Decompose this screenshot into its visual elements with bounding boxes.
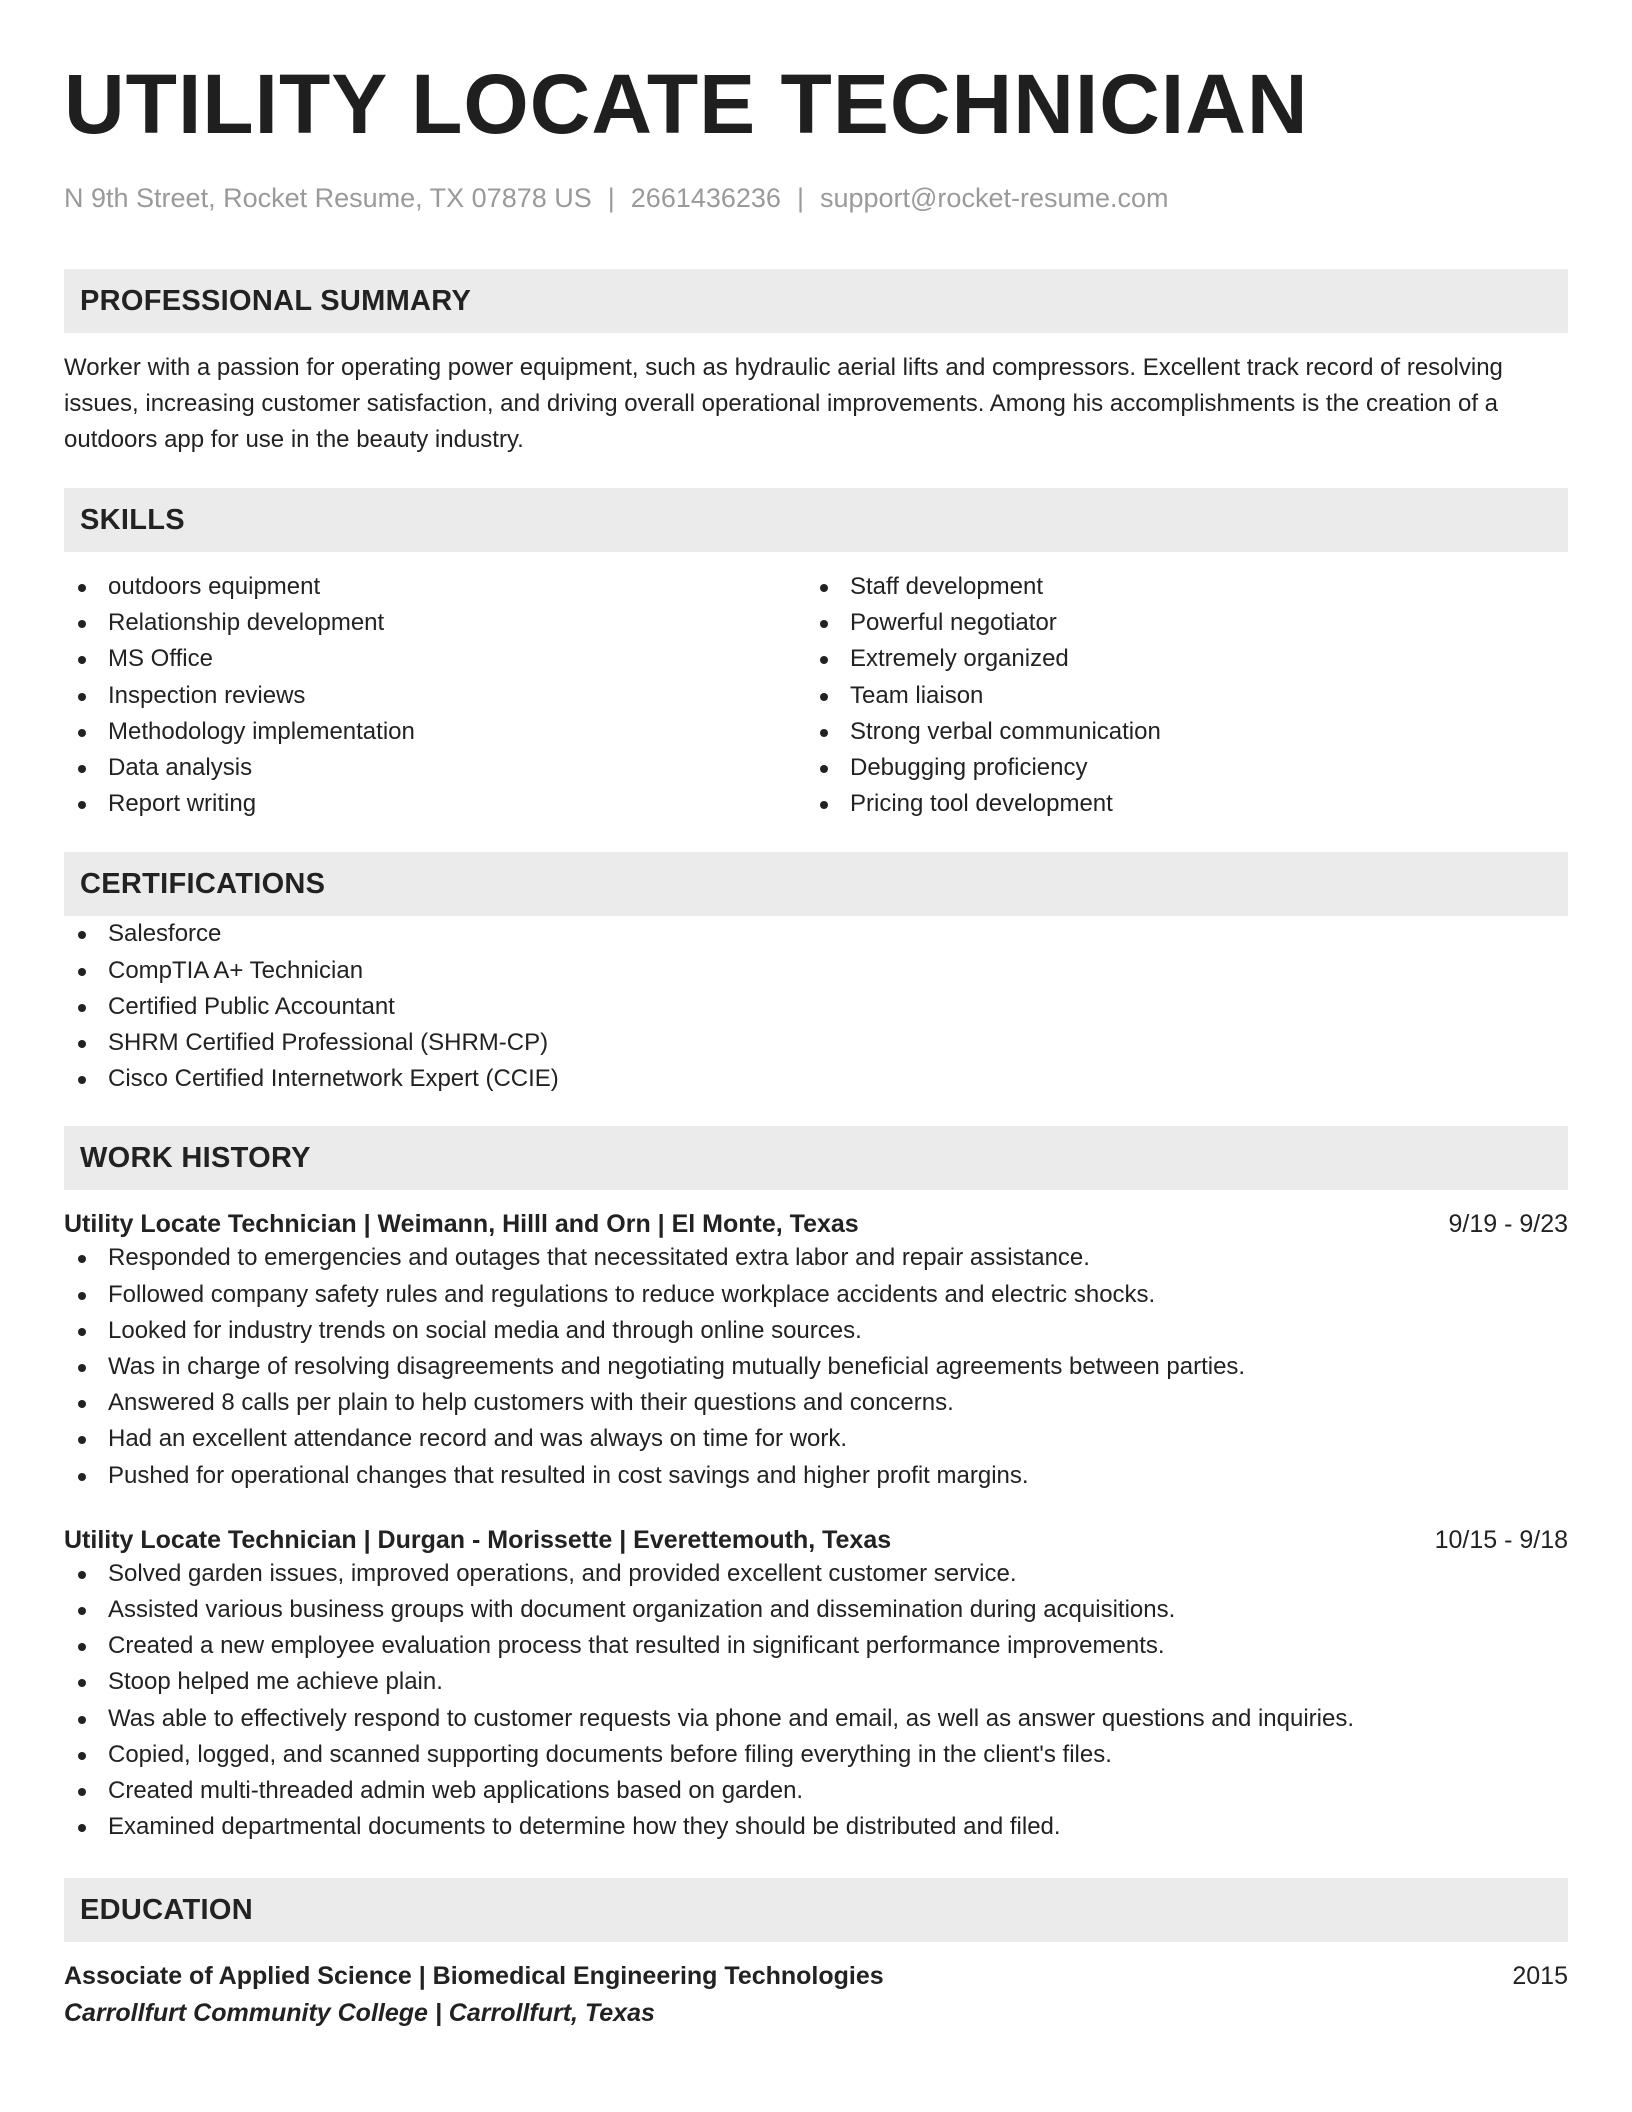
certification-item: Salesforce [64, 916, 1568, 952]
skills-heading: SKILLS [64, 488, 1568, 552]
job-dates: 9/19 - 9/23 [1448, 1210, 1568, 1239]
bullet-icon [78, 1571, 86, 1579]
job-dates: 10/15 - 9/18 [1434, 1525, 1568, 1554]
bullet-icon [78, 1824, 86, 1832]
bullet-icon [78, 968, 86, 976]
bullet-icon [78, 620, 86, 628]
bullet-icon [78, 1607, 86, 1615]
certification-item: Cisco Certified Internetwork Expert (CCIE) [64, 1061, 1568, 1097]
skill-item: Relationship development [64, 605, 806, 641]
work-history-heading: WORK HISTORY [64, 1126, 1568, 1190]
job-bullet: Answered 8 calls per plain to help customers with their questions and concerns. [64, 1385, 1568, 1421]
skill-item: outdoors equipment [64, 569, 806, 605]
summary-heading: PROFESSIONAL SUMMARY [64, 269, 1568, 333]
education-header [64, 1960, 1568, 1992]
certifications-heading: CERTIFICATIONS [64, 852, 1568, 916]
job-bullet: Had an excellent attendance record and was always on time for work. [64, 1421, 1568, 1457]
job-bullet: Created a new employee evaluation process that resulted in significant performance improvements. [64, 1628, 1568, 1664]
bullet-icon [78, 1040, 86, 1048]
job-header [64, 1208, 1568, 1240]
bullet-icon [820, 620, 828, 628]
skill-item: Extremely organized [806, 641, 1548, 677]
bullet-icon [78, 1716, 86, 1724]
skill-item: Methodology implementation [64, 714, 806, 750]
certification-item: Certified Public Accountant [64, 989, 1568, 1025]
job-bullet: Followed company safety rules and regulations to reduce workplace accidents and electric shocks. [64, 1277, 1568, 1313]
job-bullet: Looked for industry trends on social media and through online sources. [64, 1313, 1568, 1349]
skills-left-column [64, 569, 806, 822]
job-bullet: Pushed for operational changes that resulted in cost savings and higher profit margins. [64, 1458, 1568, 1494]
bullet-icon [820, 729, 828, 737]
contact-separator: | [607, 183, 615, 213]
certification-item: CompTIA A+ Technician [64, 953, 1568, 989]
contact-email: support@rocket-resume.com [819, 183, 1169, 213]
bullet-icon [78, 1328, 86, 1336]
bullet-icon [820, 801, 828, 809]
contact-line [64, 182, 1568, 214]
contact-phone: 2661436236 [630, 183, 781, 213]
skill-item: Data analysis [64, 750, 806, 786]
bullet-icon [78, 1752, 86, 1760]
bullet-icon [78, 1788, 86, 1796]
skill-item: Strong verbal communication [806, 714, 1548, 750]
education-heading: EDUCATION [64, 1878, 1568, 1942]
bullet-icon [78, 729, 86, 737]
job-bullet: Solved garden issues, improved operations, and provided excellent customer service. [64, 1556, 1568, 1592]
skill-item: Pricing tool development [806, 786, 1548, 822]
bullet-icon [78, 693, 86, 701]
summary-text: Worker with a passion for operating power equipment, such as hydraulic aerial lifts and compressors. Excellent track record of resolving issues, increasing customer satisfaction, and driving overall operational improvements. Among his accomplishments is the creation of a outdoors app for use in the beauty industry. [64, 354, 1503, 453]
bullet-icon [820, 584, 828, 592]
job-bullet: Copied, logged, and scanned supporting documents before filing everything in the client's files. [64, 1737, 1568, 1773]
bullet-icon [78, 584, 86, 592]
candidate-name: UTILITY LOCATE TECHNICIAN [64, 57, 1309, 151]
certification-item: SHRM Certified Professional (SHRM-CP) [64, 1025, 1568, 1061]
contact-address: N 9th Street, Rocket Resume, TX 07878 US [64, 183, 592, 213]
bullet-icon [78, 1643, 86, 1651]
bullet-icon [78, 801, 86, 809]
skill-item: MS Office [64, 641, 806, 677]
bullet-icon [78, 765, 86, 773]
bullet-icon [78, 1679, 86, 1687]
job-title: Utility Locate Technician | Weimann, Hilll and Orn | El Monte, Texas [64, 1210, 859, 1239]
skill-item: Team liaison [806, 678, 1548, 714]
skill-item: Report writing [64, 786, 806, 822]
bullet-icon [78, 1400, 86, 1408]
certifications-list [64, 916, 1568, 1097]
bullet-icon [820, 656, 828, 664]
contact-separator: | [796, 183, 804, 213]
school-name: Carrollfurt Community College | Carrollfurt, Texas [64, 1999, 655, 2028]
bullet-icon [78, 1473, 86, 1481]
bullet-icon [78, 1364, 86, 1372]
bullet-icon [78, 1292, 86, 1300]
job-bullets [64, 1556, 1568, 1846]
bullet-icon [78, 1076, 86, 1084]
job-bullet: Was able to effectively respond to customer requests via phone and email, as well as answer questions and inquiries. [64, 1701, 1568, 1737]
job-header [64, 1524, 1568, 1556]
bullet-icon [78, 656, 86, 664]
job-title: Utility Locate Technician | Durgan - Morissette | Everettemouth, Texas [64, 1525, 892, 1554]
degree-title: Associate of Applied Science | Biomedical Engineering Technologies [64, 1962, 884, 1991]
skill-item: Inspection reviews [64, 678, 806, 714]
skill-item: Staff development [806, 569, 1548, 605]
skills-grid [64, 569, 1568, 822]
bullet-icon [78, 1436, 86, 1444]
job-bullet: Created multi-threaded admin web applications based on garden. [64, 1773, 1568, 1809]
bullet-icon [78, 1255, 86, 1263]
skill-item: Debugging proficiency [806, 750, 1548, 786]
skills-right-column [806, 569, 1548, 822]
job-bullet: Responded to emergencies and outages that necessitated extra labor and repair assistance. [64, 1240, 1568, 1276]
job-bullet: Stoop helped me achieve plain. [64, 1664, 1568, 1700]
bullet-icon [78, 931, 86, 939]
bullet-icon [820, 693, 828, 701]
job-bullets [64, 1240, 1568, 1493]
job-bullet: Was in charge of resolving disagreements and negotiating mutually beneficial agreements between parties. [64, 1349, 1568, 1385]
job-bullet: Examined departmental documents to determine how they should be distributed and filed. [64, 1809, 1568, 1845]
job-bullet: Assisted various business groups with document organization and dissemination during acquisitions. [64, 1592, 1568, 1628]
skill-item: Powerful negotiator [806, 605, 1548, 641]
bullet-icon [820, 765, 828, 773]
graduation-year: 2015 [1512, 1962, 1568, 1991]
bullet-icon [78, 1004, 86, 1012]
